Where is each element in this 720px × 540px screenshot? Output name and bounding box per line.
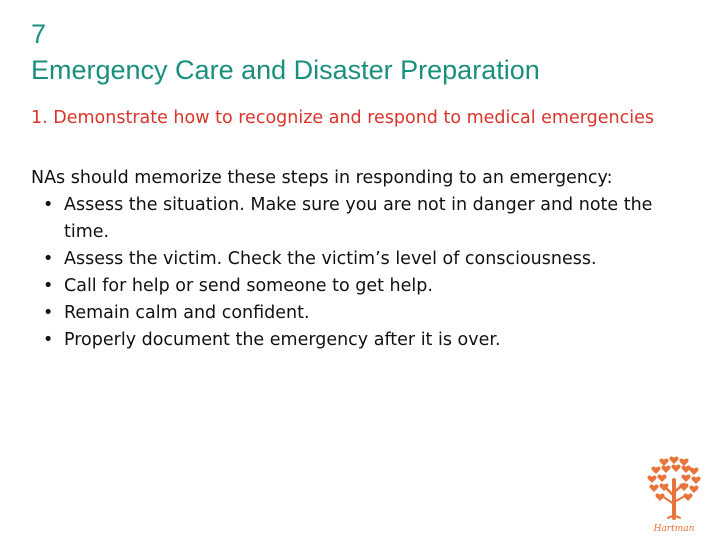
learning-objective: 1. Demonstrate how to recognize and respond to medical emergencies [31,108,654,128]
step-text: Assess the situation. Make sure you are not in danger and note the time. [64,195,653,242]
step-item [31,327,691,354]
tree-of-hearts-icon [642,456,706,534]
step-item [31,273,691,300]
steps-list [31,192,691,354]
chapter-title: Emergency Care and Disaster Preparation [31,55,540,85]
content-body [31,165,691,354]
step-item [31,246,691,273]
step-text: Properly document the emergency after it is over. [64,330,501,350]
logo-wordmark: Hartman [653,524,695,534]
bullet-icon: • [43,303,54,323]
bullet-icon: • [43,249,54,269]
bullet-icon: • [43,195,54,215]
step-item [31,300,691,327]
intro-text: NAs should memorize these steps in responding to an emergency: [31,168,613,188]
step-text: Call for help or send someone to get help. [64,276,433,296]
bullet-icon: • [43,330,54,350]
bullet-icon: • [43,276,54,296]
step-text: Remain calm and confident. [64,303,310,323]
step-text: Assess the victim. Check the victim’s level of consciousness. [64,249,597,269]
step-item [31,192,691,246]
chapter-number: 7 [31,19,47,49]
hartman-logo [642,456,706,534]
